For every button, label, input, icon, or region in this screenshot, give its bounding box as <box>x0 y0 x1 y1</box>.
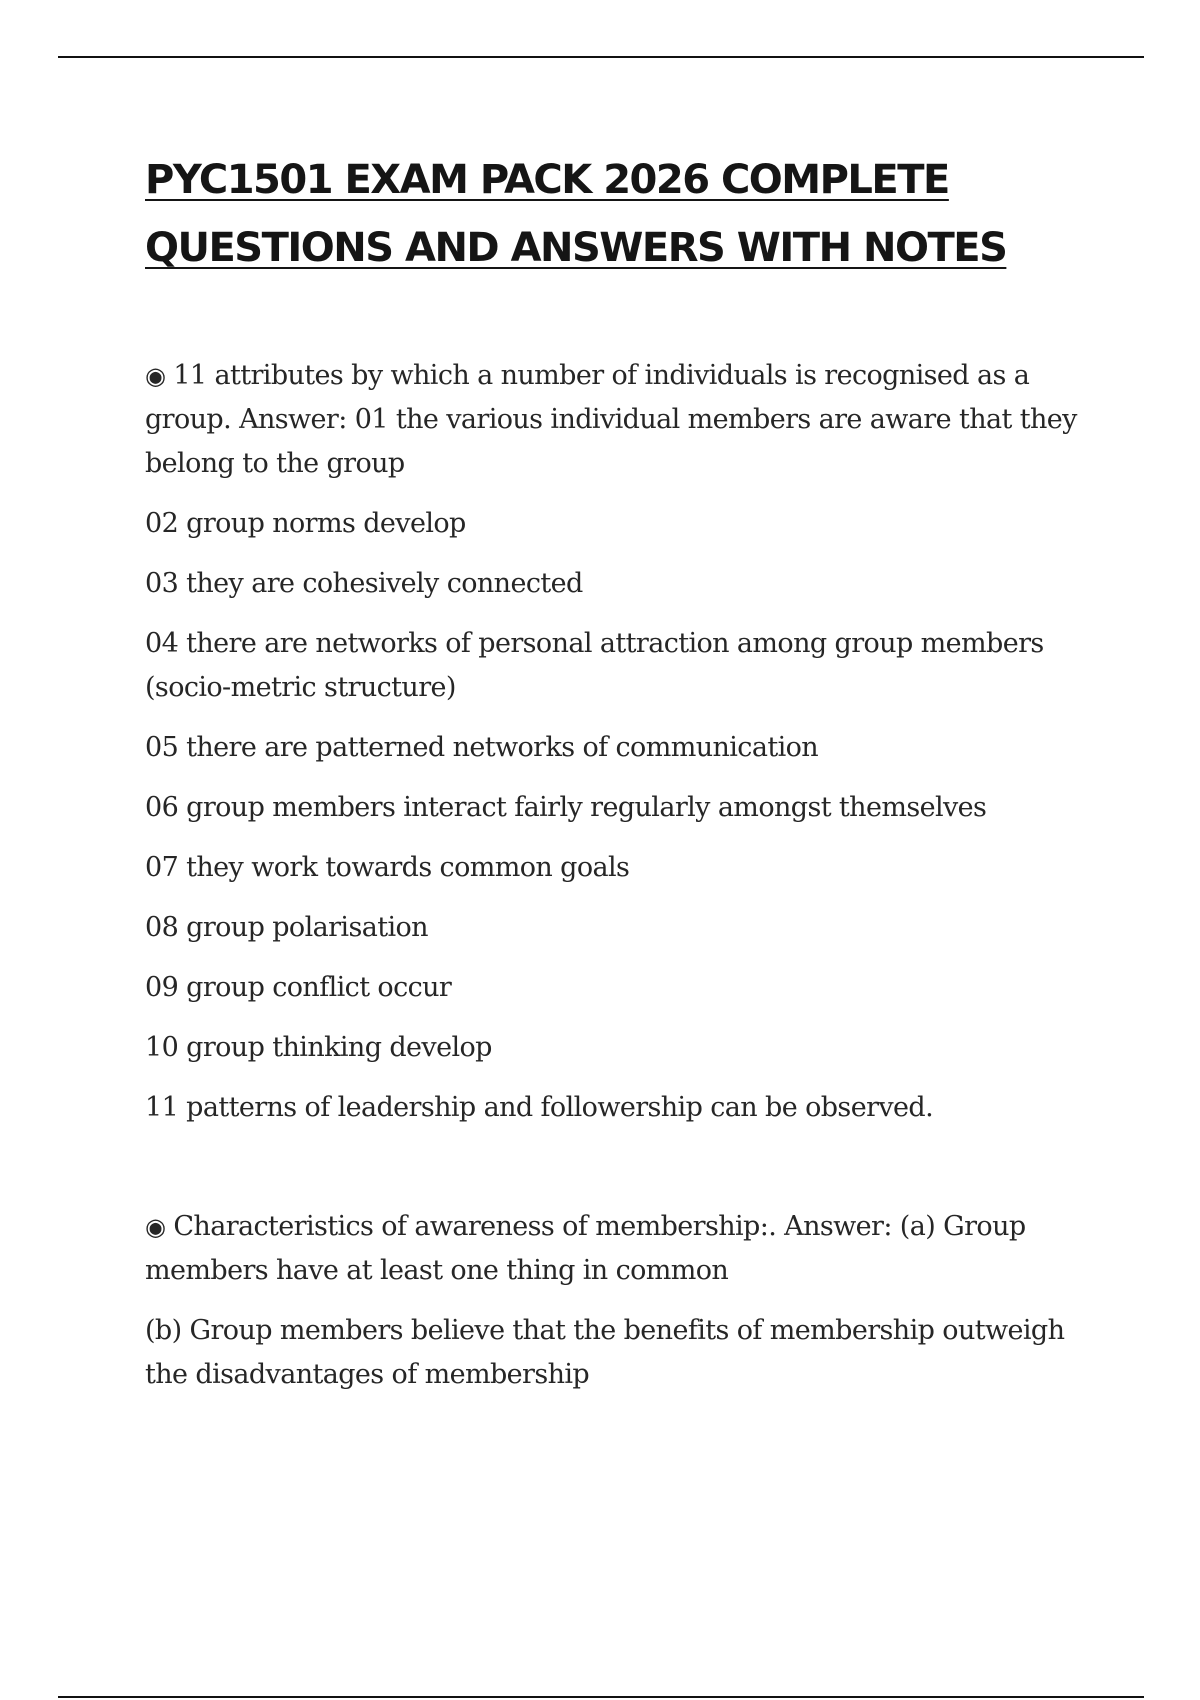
answer-item: 07 they work towards common goals <box>145 852 630 883</box>
answer-item: 05 there are patterned networks of communication <box>145 732 819 763</box>
answer-item: 06 group members interact fairly regularly amongst themselves <box>145 792 987 823</box>
title-line-1: PYC1501 EXAM PACK 2026 COMPLETE <box>145 157 949 203</box>
bullet-icon: ◉ <box>145 362 166 390</box>
answer-item: 11 patterns of leadership and followership can be observed. <box>145 1092 934 1123</box>
document-body <box>145 354 1085 1413</box>
answer-item: (b) Group members believe that the benefits of membership outweigh the disadvantages of membership <box>145 1315 1065 1390</box>
footer-rule <box>58 1696 1144 1698</box>
header-rule <box>58 56 1144 58</box>
answer-item: 04 there are networks of personal attraction among group members (socio-metric structure) <box>145 628 1044 703</box>
title-line-2: QUESTIONS AND ANSWERS WITH NOTES <box>145 225 1007 271</box>
question-text: 11 attributes by which a number of individuals is recognised as a group. Answer: 01 the various individual members are aware that they belong to the group <box>145 360 1077 479</box>
qa-block-group-attributes <box>145 354 1085 1130</box>
question-paragraph <box>145 1205 1085 1293</box>
answer-item: 03 they are cohesively connected <box>145 568 583 599</box>
answer-item: 08 group polarisation <box>145 912 428 943</box>
document-title <box>145 146 1145 282</box>
bullet-icon: ◉ <box>145 1213 166 1241</box>
question-text: Characteristics of awareness of membership:. Answer: (a) Group members have at least one thing in common <box>145 1211 1026 1286</box>
question-paragraph <box>145 354 1085 486</box>
answer-item: 02 group norms develop <box>145 508 466 539</box>
answer-item: 09 group conflict occur <box>145 972 452 1003</box>
answer-item: 10 group thinking develop <box>145 1032 492 1063</box>
qa-block-awareness-of-membership <box>145 1205 1085 1397</box>
